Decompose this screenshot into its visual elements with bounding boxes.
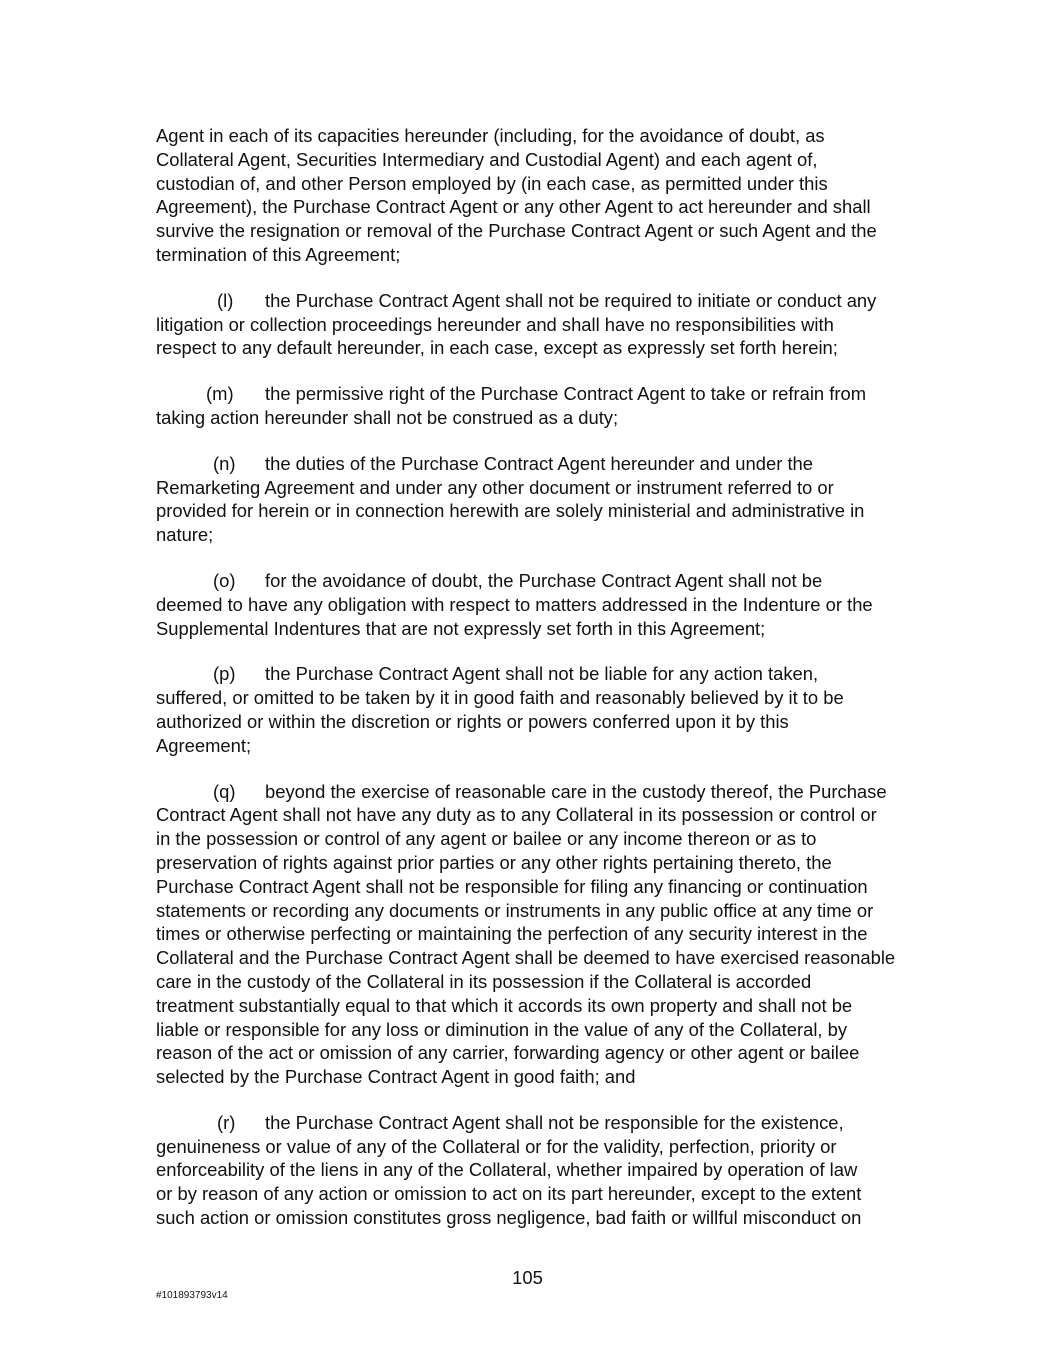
text-line: Collateral Agent, Securities Intermediary and Custodial Agent) and each agent of, xyxy=(156,148,818,170)
clause-m xyxy=(156,382,898,430)
text-line: treatment substantially equal to that which it accords its own property and shall not be xyxy=(156,994,853,1016)
text-line xyxy=(156,382,898,406)
text-line: deemed to have any obligation with respect to matters addressed in the Indenture or the xyxy=(156,593,873,615)
text-line: in the possession or control of any agent or bailee or any income thereon or as to xyxy=(156,828,817,850)
text-line: custodian of, and other Person employed by (in each case, as permitted under this xyxy=(156,172,828,194)
text-line: Purchase Contract Agent shall not be responsible for filing any financing or continuation xyxy=(156,875,868,897)
clause-label: (p) xyxy=(213,663,236,685)
text-line: Agreement; xyxy=(156,734,252,756)
text-line: or by reason of any action or omission to act on its part hereunder, except to the extent xyxy=(156,1183,862,1205)
clause-o xyxy=(156,569,898,640)
text-line: times or otherwise perfecting or maintaining the perfection of any security interest in the xyxy=(156,923,868,945)
document-body xyxy=(156,124,898,1252)
text-line: Supplemental Indentures that are not expressly set forth in this Agreement; xyxy=(156,617,766,639)
clause-n xyxy=(156,452,898,547)
clause-first-line: the duties of the Purchase Contract Agent hereunder and under the xyxy=(265,452,814,474)
text-line: genuineness or value of any of the Collateral or for the validity, perfection, priority or xyxy=(156,1135,837,1157)
text-line xyxy=(156,569,898,593)
text-line xyxy=(156,662,898,686)
text-line: Collateral and the Purchase Contract Agent shall be deemed to have exercised reasonable xyxy=(156,947,896,969)
text-line: authorized or within the discretion or rights or powers conferred upon it by this xyxy=(156,710,789,732)
document-id: #101893793v14 xyxy=(156,1290,228,1301)
text-line: taking action hereunder shall not be construed as a duty; xyxy=(156,406,619,428)
clause-r xyxy=(156,1111,898,1230)
clause-label: (n) xyxy=(213,452,236,474)
clause-q xyxy=(156,780,898,1089)
text-line: termination of this Agreement; xyxy=(156,243,401,265)
text-line xyxy=(156,452,898,476)
text-line: selected by the Purchase Contract Agent in good faith; and xyxy=(156,1066,636,1088)
text-line: reason of the act or omission of any carrier, forwarding agency or other agent or bailee xyxy=(156,1042,860,1064)
text-line: respect to any default hereunder, in each case, except as expressly set forth herein; xyxy=(156,337,838,359)
text-line: suffered, or omitted to be taken by it in good faith and reasonably believed by it to be xyxy=(156,687,844,709)
clause-p xyxy=(156,662,898,757)
text-line: litigation or collection proceedings hereunder and shall have no responsibilities with xyxy=(156,313,834,335)
text-line: preservation of rights against prior parties or any other rights pertaining thereto, the xyxy=(156,851,832,873)
text-line xyxy=(156,289,898,313)
clause-first-line: the Purchase Contract Agent shall not be responsible for the existence, xyxy=(265,1111,844,1133)
text-line: enforceability of the liens in any of the Collateral, whether impaired by operation of law xyxy=(156,1159,858,1181)
clause-first-line: the permissive right of the Purchase Contract Agent to take or refrain from xyxy=(265,383,867,405)
clause-label: (q) xyxy=(213,780,236,802)
clause-label: (r) xyxy=(217,1111,236,1133)
clause-label: (o) xyxy=(213,569,236,591)
clause-l xyxy=(156,289,898,360)
text-line: provided for herein or in connection herewith are solely ministerial and administrative in xyxy=(156,500,865,522)
text-line: such action or omission constitutes gross negligence, bad faith or willful misconduct on xyxy=(156,1207,862,1229)
text-line xyxy=(156,1111,898,1135)
text-line: nature; xyxy=(156,524,214,546)
clause-first-line: the Purchase Contract Agent shall not be required to initiate or conduct any xyxy=(265,289,877,311)
clause-first-line: beyond the exercise of reasonable care in the custody thereof, the Purchase xyxy=(265,780,887,802)
text-line: care in the custody of the Collateral in its possession if the Collateral is accorded xyxy=(156,970,812,992)
opening-paragraph xyxy=(156,124,898,267)
clause-first-line: the Purchase Contract Agent shall not be liable for any action taken, xyxy=(265,663,819,685)
clause-label: (m) xyxy=(206,383,234,405)
text-line: Agent in each of its capacities hereunder (including, for the avoidance of doubt, as xyxy=(156,125,825,146)
text-line xyxy=(156,780,898,804)
clause-label: (l) xyxy=(217,289,234,311)
text-line: liable or responsible for any loss or diminution in the value of any of the Collateral, by xyxy=(156,1018,848,1040)
text-line: statements or recording any documents or instruments in any public office at any time or xyxy=(156,899,874,921)
text-line: Agreement), the Purchase Contract Agent or any other Agent to act hereunder and shall xyxy=(156,196,871,218)
clause-first-line: for the avoidance of doubt, the Purchase Contract Agent shall not be xyxy=(265,569,823,591)
text-line: Remarketing Agreement and under any other document or instrument referred to or xyxy=(156,476,834,498)
text-line: Contract Agent shall not have any duty as to any Collateral in its possession or control or xyxy=(156,804,877,826)
text-line: survive the resignation or removal of the Purchase Contract Agent or such Agent and the xyxy=(156,220,877,242)
page-number: 105 xyxy=(512,1267,543,1288)
